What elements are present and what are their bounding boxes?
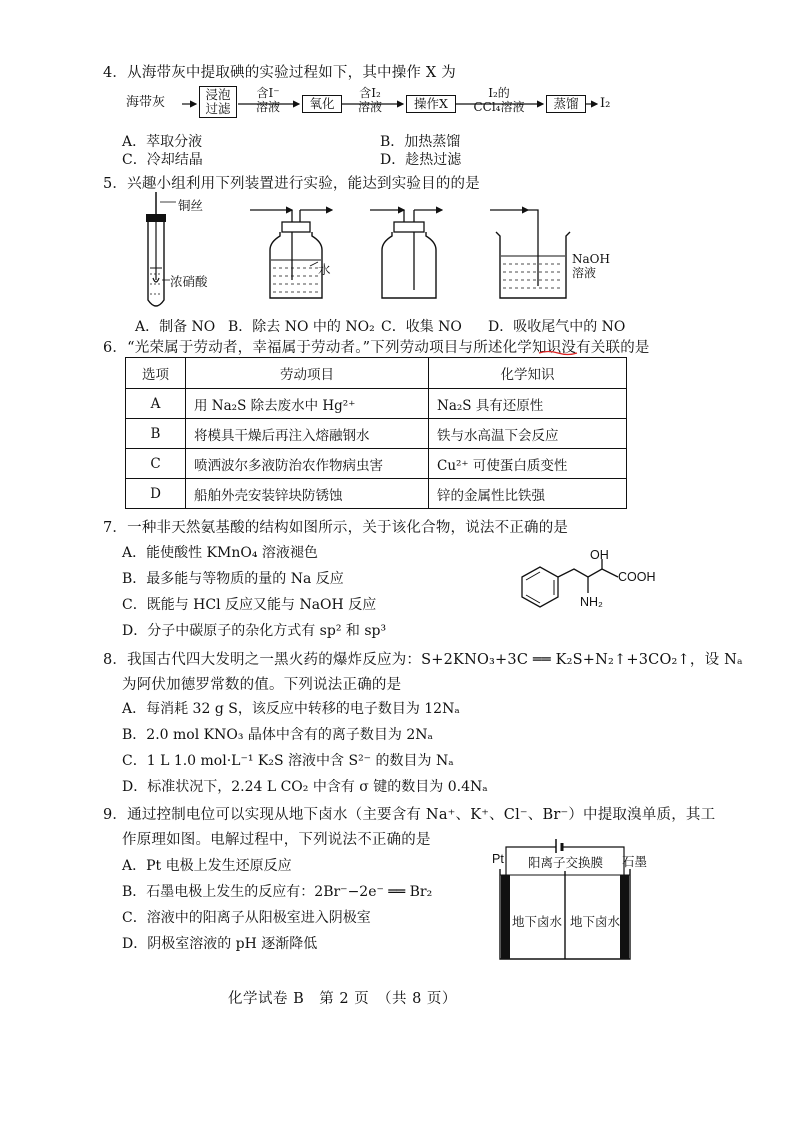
table-header: 劳动项目 [186,358,429,389]
q7-option-c: C．既能与 HCl 反应又能与 NaOH 反应 [122,597,377,613]
q8-option-d: D．标准状况下，2.24 L CO₂ 中含有 σ 键的数目为 0.4Nₐ [122,779,488,795]
table-cell: 船舶外壳安装锌块防锈蚀 [186,479,429,509]
q5-option-a: A．制备 NO [135,319,216,335]
table-cell: 锌的金属性比铁强 [429,479,627,509]
table-cell: A [126,389,186,419]
q5-apparatus-d-beaker [490,210,570,298]
table-header-row [126,358,627,389]
table-cell: C [126,449,186,479]
q5-option-b: B．除去 NO 中的 NO₂ [228,319,375,335]
q7-label-nh2: NH₂ [580,595,603,609]
q4-flow-arrows [0,0,800,140]
q8-option-b: B．2.0 mol KNO₃ 晶体中含有的离子数目为 2Nₐ [122,727,433,743]
q9-label-graphite: 石墨 [622,854,648,869]
table-cell: D [126,479,186,509]
q4-flow-step4: 蒸馏 [546,95,586,113]
q7-structure [500,555,650,625]
q9-stem-line2: 作原理如图。电解过程中，下列说法不正确的是 [122,832,431,848]
q7-stem: 7．一种非天然氨基酸的结构如图所示，关于该化合物，说法不正确的是 [103,520,569,536]
page-footer: 化学试卷 B 第 2 页 （共 8 页） [228,991,457,1007]
q9-label-membrane: 阳离子交换膜 [528,855,604,870]
q4-flow-label3: I₂的 CCl₄溶液 [473,86,525,114]
q5-label-naoh: NaOH 溶液 [572,252,610,280]
q9-stem-line1: 9．通过控制电位可以实现从地下卤水（主要含有 Na⁺、K⁺、Cl⁻、Br⁻）中提取溴单质，其工 [103,807,716,823]
q7-option-d: D．分子中碳原子的杂化方式有 sp² 和 sp³ [122,623,387,639]
q6-stem: 6．“光荣属于劳动者，幸福属于劳动者。”下列劳动项目与所述化学知识没有关联的是 [103,340,650,356]
table-cell: 铁与水高温下会反应 [429,419,627,449]
table-header: 选项 [126,358,186,389]
q8-option-c: C．1 L 1.0 mol·L⁻¹ K₂S 溶液中含 S²⁻ 的数目为 Nₐ [122,753,454,769]
q5-option-c: C．收集 NO [381,319,462,335]
table-cell: 用 Na₂S 除去废水中 Hg²⁺ [186,389,429,419]
q9-option-a: A．Pt 电极上发生还原反应 [122,858,292,874]
q5-option-d: D．吸收尾气中的 NO [488,319,626,335]
q9-label-pt: Pt [492,852,504,866]
q5-stem: 5．兴趣小组利用下列装置进行实验，能达到实验目的的是 [103,176,480,192]
q7-option-b: B．最多能与等物质的量的 Na 反应 [122,571,344,587]
q4-flow-label2: 含I₂ 溶液 [357,86,382,114]
q4-flow-start: 海带灰 [126,95,166,110]
table-row [126,449,627,479]
table-cell: Cu²⁺ 可使蛋白质变性 [429,449,627,479]
q9-option-b: B．石墨电极上发生的反应有：2Br⁻−2e⁻ ══ Br₂ [122,884,433,900]
q8-stem-line1: 8．我国古代四大发明之一黑火药的爆炸反应为：S+2KNO₃+3C ══ K₂S+N₂↑+3CO₂↑，设 Nₐ [103,652,743,668]
q4-flow-step1: 浸泡 过滤 [199,86,237,118]
q4-flow-step3: 操作X [406,95,456,113]
table-row [126,419,627,449]
q6-table [125,357,627,509]
table-row [126,389,627,419]
q4-stem: 4．从海带灰中提取碘的实验过程如下，其中操作 X 为 [103,65,456,81]
q8-stem-line2: 为阿伏加德罗常数的值。下列说法正确的是 [122,677,402,693]
q7-option-a: A．能使酸性 KMnO₄ 溶液褪色 [122,545,318,561]
q9-option-d: D．阴极室溶液的 pH 逐渐降低 [122,936,318,952]
q4-flow-label1: 含I⁻ 溶液 [255,86,280,114]
q7-label-cooh: COOH [618,570,656,584]
table-cell: B [126,419,186,449]
q4-flow-end: I₂ [600,96,611,111]
table-cell: 将模具干燥后再注入熔融钢水 [186,419,429,449]
q9-label-left-brine: 地下卤水 [512,914,563,929]
table-header: 化学知识 [429,358,627,389]
q5-label-water: 水 [318,262,331,277]
q5-apparatus-b-bottle [250,210,332,298]
q5-apparatus-c-bottle [370,210,442,298]
q4-option-b: B．加热蒸馏 [380,134,461,150]
q5-label-wire: 铜丝 [178,198,204,213]
table-row [126,479,627,509]
q8-option-a: A．每消耗 32 g S，该反应中转移的电子数目为 12Nₐ [122,701,460,717]
q9-label-right-brine: 地下卤水 [570,914,621,929]
q4-option-c: C．冷却结晶 [122,152,203,168]
q4-option-a: A．萃取分液 [122,134,203,150]
q9-option-c: C．溶液中的阳离子从阳极室进入阴极室 [122,910,371,926]
table-cell: 喷洒波尔多液防治农作物病虫害 [186,449,429,479]
q7-label-oh: OH [590,548,609,562]
q4-flow-step2: 氧化 [302,95,342,113]
q4-option-d: D．趁热过滤 [380,152,462,168]
table-cell: Na₂S 具有还原性 [429,389,627,419]
q6-red-underline [538,350,578,356]
q5-label-acid: 浓硝酸 [170,274,208,289]
